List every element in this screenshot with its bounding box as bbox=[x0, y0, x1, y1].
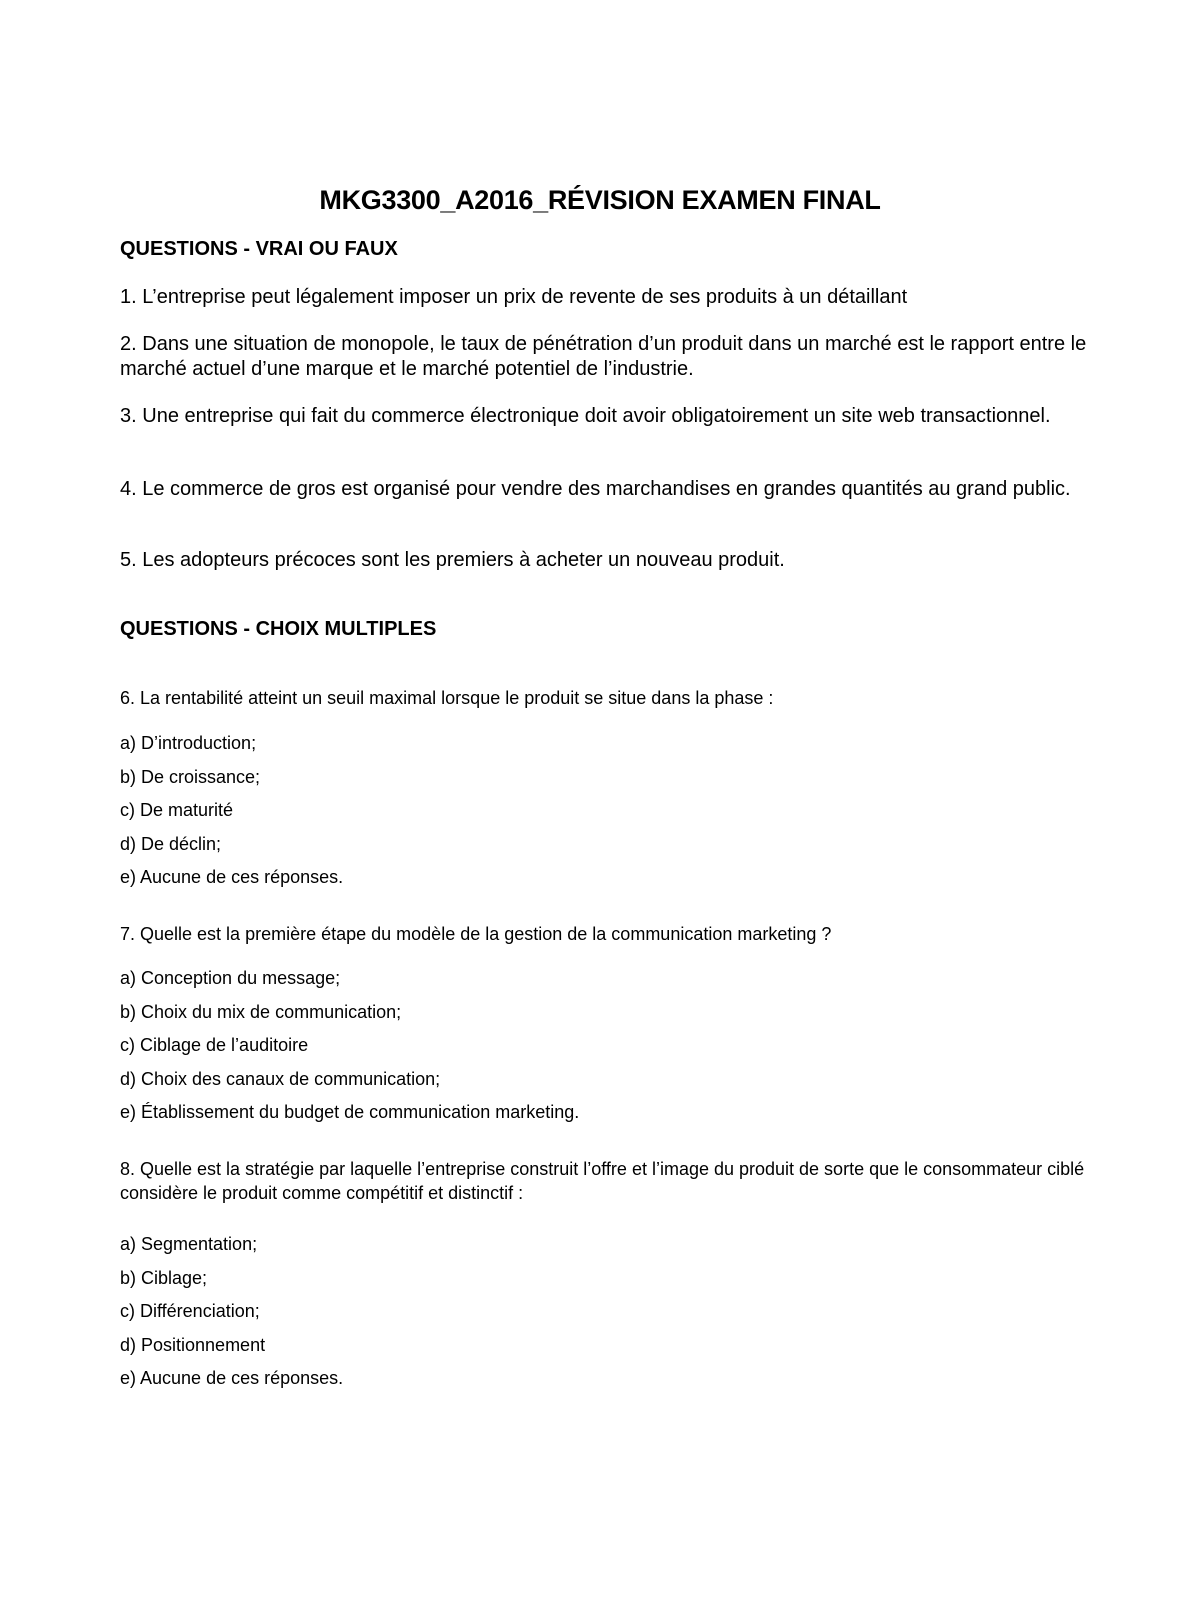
question-text: Le commerce de gros est organisé pour vendre des marchandises en grandes quantités au grand public. bbox=[142, 478, 1071, 500]
question-text: Les adopteurs précoces sont les premiers à acheter un nouveau produit. bbox=[142, 549, 785, 571]
question-4 bbox=[120, 477, 1100, 502]
answer-option: b) Ciblage; bbox=[120, 1268, 208, 1288]
question-number: 8. bbox=[120, 1159, 141, 1179]
answer-option: e) Aucune de ces réponses. bbox=[120, 867, 344, 887]
true-false-heading: QUESTIONS - VRAI OU FAUX bbox=[120, 238, 398, 260]
answer-option: c) Différenciation; bbox=[120, 1301, 260, 1321]
question-8 bbox=[120, 1157, 1100, 1205]
question-number: 6. bbox=[120, 688, 141, 708]
question-1 bbox=[120, 285, 1100, 310]
question-text: Une entreprise qui fait du commerce électronique doit avoir obligatoirement un site web transactionnel. bbox=[142, 405, 1051, 427]
question-2 bbox=[120, 332, 1100, 382]
answer-option: a) D’introduction; bbox=[120, 733, 257, 753]
answer-option: c) Ciblage de l’auditoire bbox=[120, 1035, 309, 1055]
question-text: Quelle est la première étape du modèle de la gestion de la communication marketing ? bbox=[140, 924, 832, 944]
answer-option: e) Aucune de ces réponses. bbox=[120, 1368, 344, 1388]
question-number: 2. bbox=[120, 333, 143, 355]
answer-option: a) Conception du message; bbox=[120, 968, 341, 988]
answer-option: c) De maturité bbox=[120, 800, 234, 820]
answer-option: b) Choix du mix de communication; bbox=[120, 1002, 402, 1022]
question-6 bbox=[120, 686, 1100, 710]
question-5 bbox=[120, 548, 1100, 573]
answer-option: d) De déclin; bbox=[120, 834, 222, 854]
question-3 bbox=[120, 404, 1100, 429]
question-number: 7. bbox=[120, 924, 141, 944]
answer-option: d) Choix des canaux de communication; bbox=[120, 1069, 441, 1089]
question-number: 1. bbox=[120, 286, 143, 308]
question-text: Quelle est la stratégie par laquelle l’entreprise construit l’offre et l’image du produit de sorte que le consommateur ciblé considère le produit comme compétitif et distinctif : bbox=[120, 1159, 1085, 1203]
question-number: 4. bbox=[120, 478, 143, 500]
document-title: MKG3300_A2016_RÉVISION EXAMEN FINAL bbox=[319, 185, 881, 215]
multiple-choice-heading: QUESTIONS - CHOIX MULTIPLES bbox=[120, 618, 437, 640]
question-number: 3. bbox=[120, 405, 143, 427]
question-number: 5. bbox=[120, 549, 143, 571]
answer-option: a) Segmentation; bbox=[120, 1234, 258, 1254]
answer-option: b) De croissance; bbox=[120, 767, 261, 787]
question-7 bbox=[120, 922, 1100, 946]
answer-option: e) Établissement du budget de communication marketing. bbox=[120, 1102, 580, 1122]
answer-option: d) Positionnement bbox=[120, 1335, 266, 1355]
question-text: L’entreprise peut légalement imposer un prix de revente de ses produits à un détaillant bbox=[142, 286, 908, 308]
question-text: La rentabilité atteint un seuil maximal lorsque le produit se situe dans la phase : bbox=[140, 688, 774, 708]
question-text: Dans une situation de monopole, le taux de pénétration d’un produit dans un marché est le rapport entre le marché actuel d’une marque et le marché potentiel de l’industrie. bbox=[120, 333, 1087, 380]
